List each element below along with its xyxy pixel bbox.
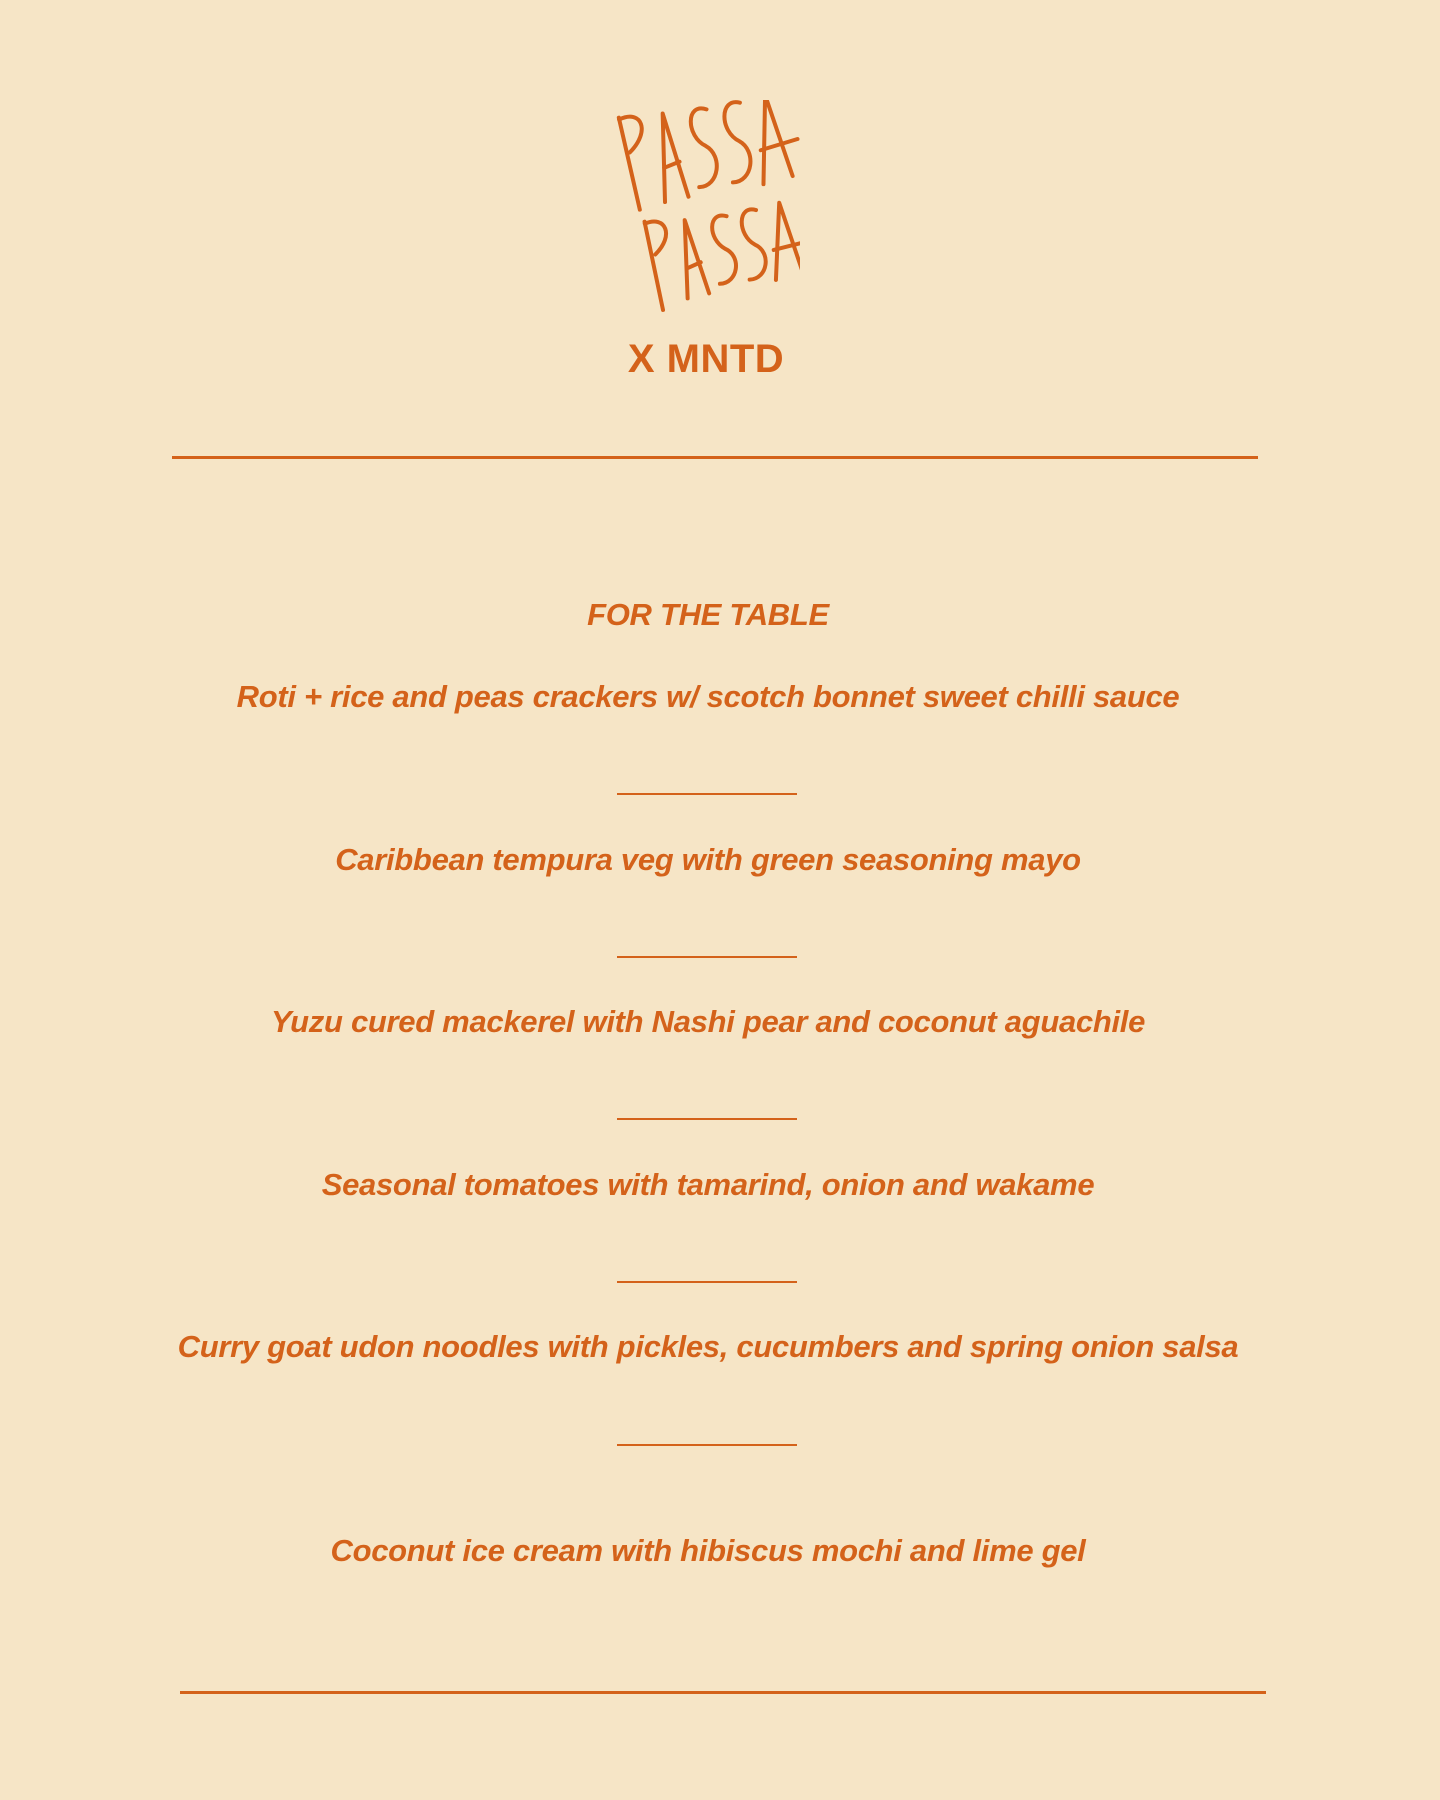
section-title: FOR THE TABLE	[587, 597, 829, 632]
menu-item: Yuzu cured mackerel with Nashi pear and coconut aguachile	[270, 1004, 1146, 1039]
item-divider	[617, 793, 797, 795]
collab-title: X MNTD	[627, 337, 785, 381]
top-divider	[172, 456, 1258, 459]
item-divider	[617, 956, 797, 958]
item-divider	[617, 1444, 797, 1446]
menu-item-dessert: Coconut ice cream with hibiscus mochi and lime gel	[330, 1533, 1086, 1568]
bottom-divider	[180, 1691, 1266, 1694]
menu-item: Roti + rice and peas crackers w/ scotch bonnet sweet chilli sauce	[236, 679, 1180, 714]
menu-item: Curry goat udon noodles with pickles, cucumbers and spring onion salsa	[177, 1329, 1239, 1364]
item-divider	[617, 1118, 797, 1120]
menu-item: Seasonal tomatoes with tamarind, onion and wakame	[321, 1167, 1095, 1202]
menu-item: Caribbean tempura veg with green seasoning mayo	[335, 842, 1081, 877]
item-divider	[617, 1281, 797, 1283]
brand-logo	[600, 100, 800, 315]
